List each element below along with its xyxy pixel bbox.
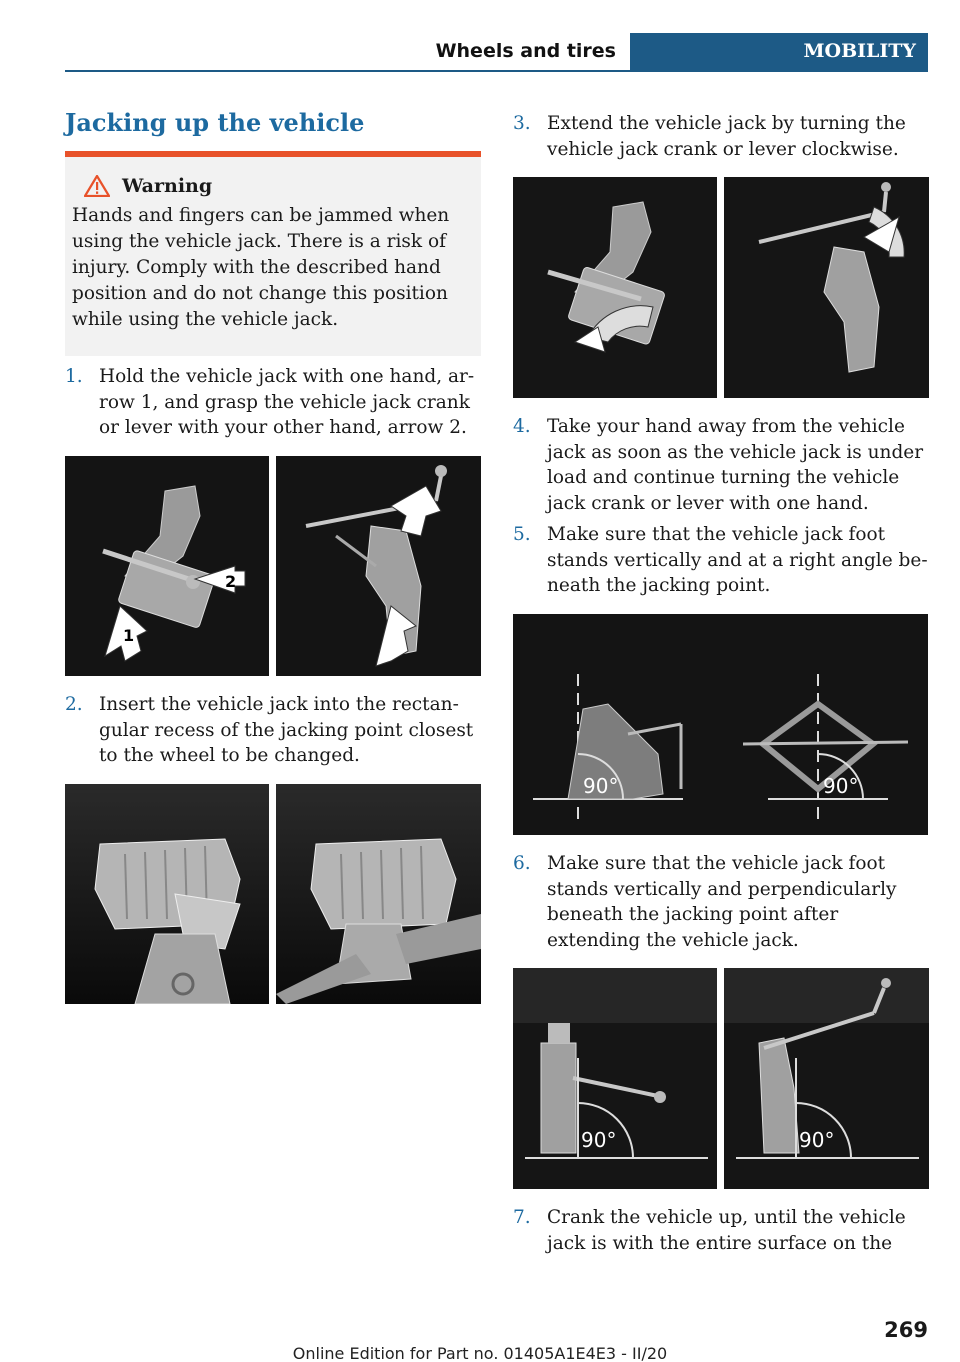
figure-insert-jack	[65, 784, 481, 1004]
warning-header	[72, 175, 473, 197]
figure-right-angle	[513, 614, 928, 835]
step-2	[65, 692, 481, 769]
angle-label: 90°	[581, 1128, 617, 1152]
step-6	[513, 851, 928, 953]
step-text: Hold the vehicle jack with one hand, arrow 1, and grasp the vehicle jack crank or lever with your other hand, arrow 2.	[99, 366, 475, 438]
step-text: Crank the vehicle up, until the vehicle jack is with the entire surface on the	[547, 1207, 906, 1254]
step-7	[513, 1205, 928, 1256]
figure-perpendicular	[513, 968, 929, 1189]
jack-perpendicular-illustration	[513, 968, 717, 1189]
warning-box	[65, 151, 481, 356]
step-text: Extend the vehicle jack by turning the vehicle jack crank or lever clockwise.	[547, 113, 906, 160]
step-number: 2.	[65, 694, 83, 715]
jack-perpendicular-illustration	[724, 968, 929, 1189]
step-number: 1.	[65, 366, 83, 387]
arrow-label: 1	[123, 626, 135, 645]
jack-crank-illustration	[724, 177, 929, 398]
header-section-title: Wheels and tires	[435, 40, 616, 62]
step-number: 5.	[513, 524, 531, 545]
angle-label: 90°	[799, 1128, 835, 1152]
header-rule	[65, 70, 928, 72]
arrow-label: 2	[225, 572, 237, 591]
jacking-point-illustration	[65, 784, 269, 1004]
jack-crank-illustration	[513, 177, 717, 398]
warning-triangle-icon	[84, 175, 110, 197]
figure-panel	[513, 968, 717, 1189]
angle-label: 90°	[583, 774, 619, 798]
figure-panel	[513, 177, 717, 398]
step-text: Make sure that the vehicle jack foot stands vertically and perpendicularly beneath the jacking point after extending the vehicle jack.	[547, 853, 897, 951]
header-chapter-tab: MOBILITY	[630, 33, 928, 70]
jack-illustration	[65, 456, 269, 676]
figure-panel	[724, 968, 929, 1189]
figure-extend-jack	[513, 177, 929, 398]
step-text: Make sure that the vehicle jack foot stands vertically and at a right angle beneath the jacking point.	[547, 524, 928, 596]
step-number: 7.	[513, 1207, 531, 1228]
page-title: Jacking up the vehicle	[65, 108, 365, 137]
angle-label: 90°	[823, 774, 859, 798]
figure-panel	[65, 784, 269, 1004]
figure-panel	[276, 784, 481, 1004]
step-5	[513, 522, 928, 599]
step-1	[65, 364, 481, 441]
jacking-point-illustration	[276, 784, 481, 1004]
jack-angle-illustration	[513, 614, 928, 835]
jack-illustration	[276, 456, 481, 676]
figure-panel	[65, 456, 269, 676]
step-text: Insert the vehicle jack into the rectangular recess of the jacking point closest to the wheel to be changed.	[99, 694, 474, 766]
figure-hold-jack	[65, 456, 481, 676]
warning-text: Hands and fingers can be jammed when using the vehicle jack. There is a risk of injury. Comply with the described hand position and do not change this position while using the vehicle jack.	[72, 205, 450, 330]
page-number: 269	[884, 1318, 928, 1342]
step-number: 3.	[513, 113, 531, 134]
step-number: 4.	[513, 416, 531, 437]
footer-edition: Online Edition for Part no. 01405A1E4E3 - II/20	[292, 1344, 668, 1362]
figure-panel	[513, 614, 928, 835]
step-4	[513, 414, 928, 516]
figure-panel	[276, 456, 481, 676]
step-number: 6.	[513, 853, 531, 874]
step-3	[513, 111, 928, 162]
warning-title: Warning	[122, 175, 213, 197]
step-text: Take your hand away from the vehicle jack as soon as the vehicle jack is under load and continue turning the vehicle jack crank or lever with one hand.	[547, 416, 924, 514]
figure-panel	[724, 177, 929, 398]
